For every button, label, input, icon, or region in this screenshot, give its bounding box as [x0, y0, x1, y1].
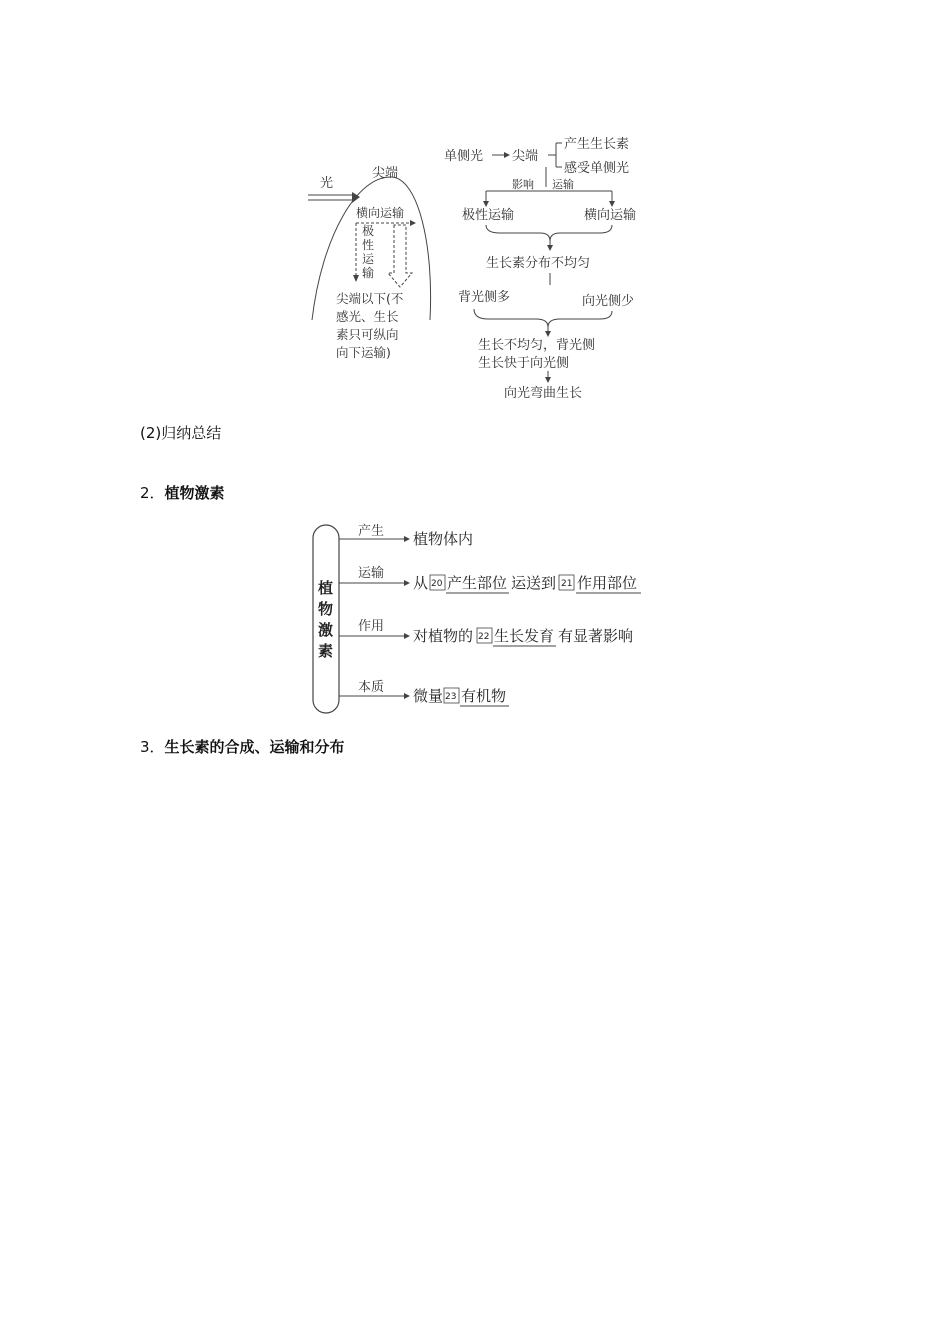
below-tip-4: 向下运输) — [336, 345, 391, 360]
uneven-distribution: 生长素分布不均匀 — [486, 256, 591, 271]
growth-uneven-2: 生长快于向光侧 — [478, 356, 570, 371]
vertical-label-1: 植 — [318, 579, 334, 597]
phototropism-diagram — [300, 125, 660, 410]
lit-less: 向光侧少 — [582, 294, 635, 309]
section-2-heading — [140, 482, 225, 503]
row-label-effect: 作用 — [358, 619, 385, 634]
light-label: 光 — [320, 176, 334, 191]
vertical-label-3: 激 — [318, 621, 334, 639]
affect-label: 影响 — [512, 178, 534, 191]
row-label-nature: 本质 — [358, 680, 385, 695]
bending-result: 向光弯曲生长 — [504, 386, 583, 401]
polar-char-1: 极 — [362, 224, 375, 238]
blank-22-number: 22 — [478, 632, 490, 642]
section-3-heading — [140, 736, 345, 757]
tip-node: 尖端 — [512, 149, 539, 164]
section-3-number: 3． — [140, 738, 165, 756]
below-tip-3: 素只可纵向 — [336, 327, 399, 342]
lateral-transport-label: 横向运输 — [356, 206, 405, 220]
transport-label: 运输 — [552, 178, 574, 191]
tip-label: 尖端 — [372, 166, 399, 181]
unilateral-light: 单侧光 — [444, 149, 484, 164]
blank-21-number: 21 — [561, 579, 573, 589]
blank-22-answer: 生长发育 — [494, 627, 555, 645]
blank-21-answer: 作用部位 — [577, 574, 638, 592]
blank-20-answer: 产生部位 — [447, 574, 508, 592]
blank-23-answer: 有机物 — [461, 687, 507, 705]
row-label-produce: 产生 — [358, 524, 385, 539]
plant-hormone-diagram — [300, 515, 650, 720]
row3-prefix: 对植物的 — [413, 627, 474, 645]
shaded-more: 背光侧多 — [458, 290, 511, 305]
hormone-label-pill — [313, 525, 339, 713]
lateral-transport: 横向运输 — [584, 208, 637, 223]
polar-char-2: 性 — [362, 238, 375, 252]
polar-char-3: 运 — [362, 252, 375, 266]
row2-middle: 运送到 — [511, 574, 557, 592]
blank-23-number: 23 — [445, 692, 457, 702]
section-2-title: 植物激素 — [164, 484, 225, 502]
below-tip-1: 尖端以下(不 — [336, 291, 404, 306]
polar-char-4: 输 — [362, 266, 375, 280]
vertical-label-4: 素 — [318, 642, 334, 660]
below-tip-2: 感光、生长 — [336, 309, 399, 324]
row2-prefix: 从 — [413, 574, 429, 592]
sense-light: 感受单侧光 — [564, 161, 630, 176]
polar-transport: 极性运输 — [462, 208, 515, 223]
growth-uneven-1: 生长不均匀，背光侧 — [478, 338, 596, 353]
row-value-produce: 植物体内 — [413, 530, 474, 548]
row3-suffix: 有显著影响 — [558, 627, 634, 645]
summary-heading: (2)归纳总结 — [140, 424, 222, 442]
row4-prefix: 微量 — [413, 687, 444, 705]
vertical-label-2: 物 — [318, 600, 334, 618]
blank-20-number: 20 — [431, 579, 443, 589]
row-label-transport: 运输 — [358, 566, 385, 581]
section-3-title: 生长素的合成、运输和分布 — [164, 738, 345, 756]
section-2-number: 2． — [140, 484, 165, 502]
produce-auxin: 产生生长素 — [564, 137, 630, 152]
